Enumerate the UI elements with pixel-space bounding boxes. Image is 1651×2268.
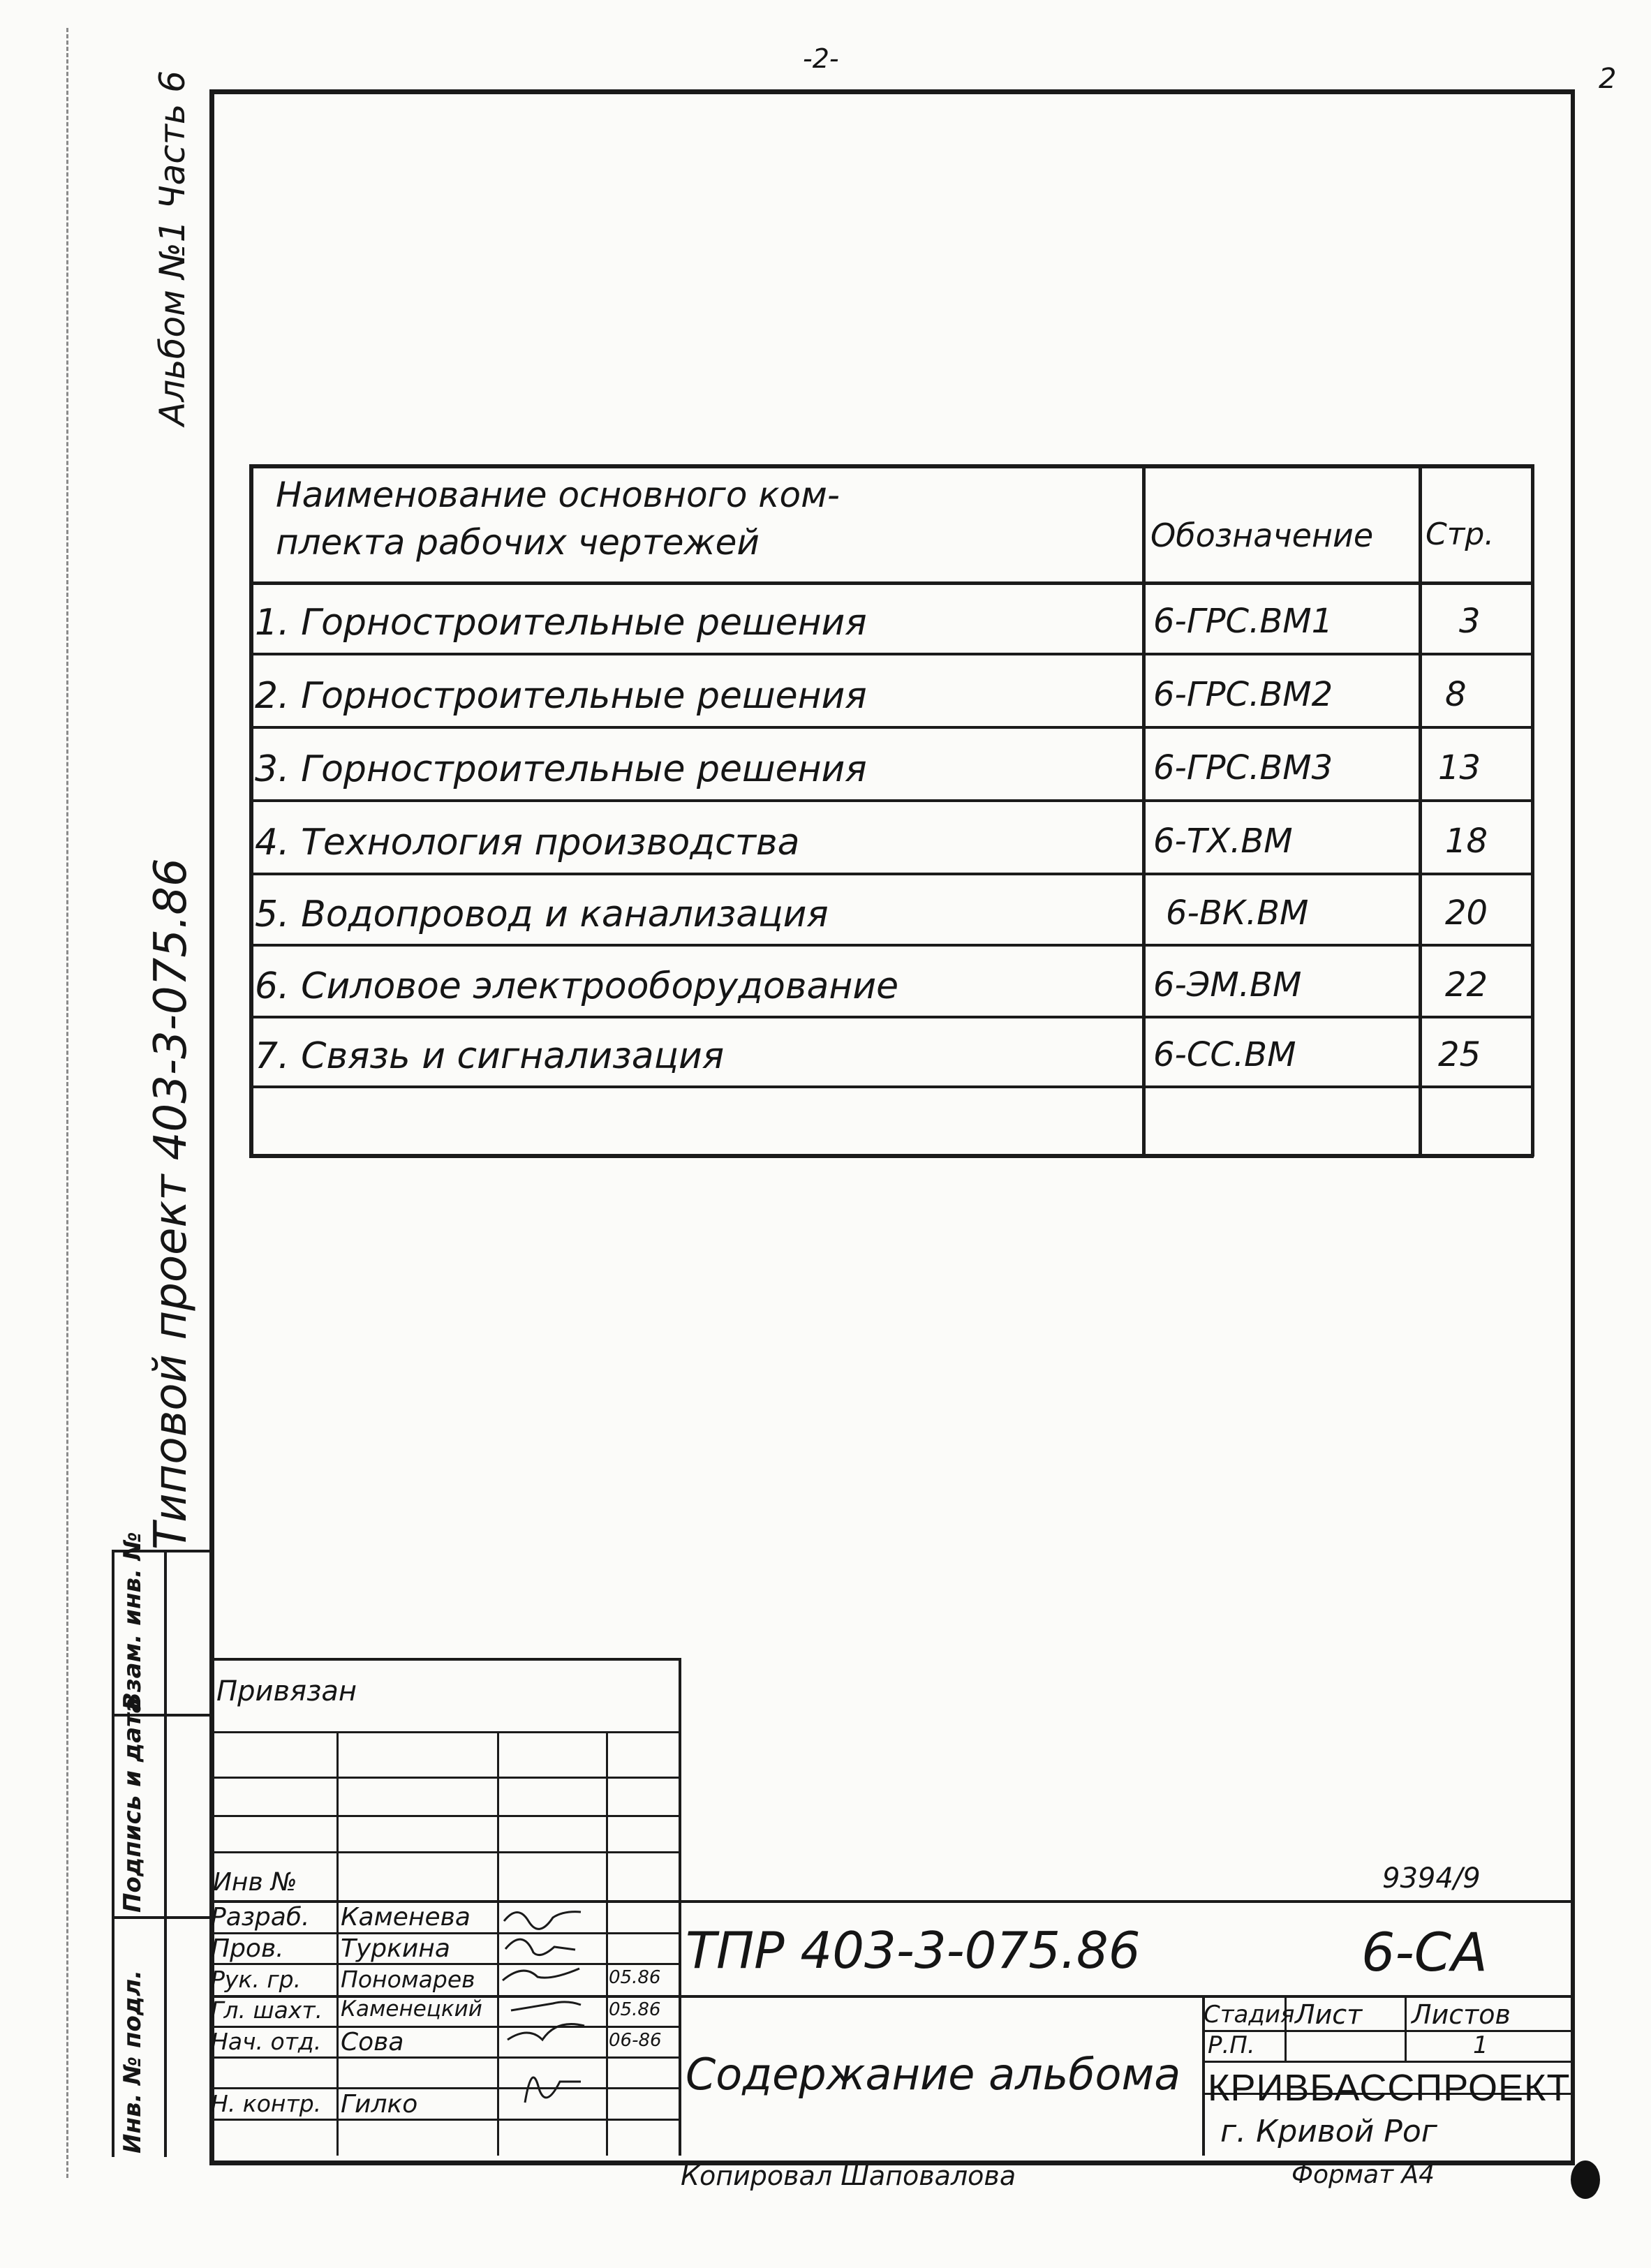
sheet-code: 6-СА xyxy=(1361,1921,1488,1983)
format-label: Формат А4 xyxy=(1291,2160,1435,2189)
drawing-frame-left-edge xyxy=(209,89,214,2160)
name-3: Пономарев xyxy=(341,1966,475,1993)
organization: КРИВБАССПРОЕКТ xyxy=(1208,2067,1571,2109)
row-3-page: 13 xyxy=(1438,748,1481,787)
sheets-value: 1 xyxy=(1473,2031,1488,2059)
header-name-line2: плекта рабочих чертежей xyxy=(276,522,760,563)
stage-value: Р.П. xyxy=(1208,2031,1255,2059)
row-4-designation: 6-ТХ.ВМ xyxy=(1153,822,1293,861)
row-3-name: 3. Горностроительные решения xyxy=(255,748,867,790)
sheets-label: Листов xyxy=(1412,1999,1511,2030)
stamp-inv-original: Инв. № подл. xyxy=(119,1969,147,2154)
header-name-line1: Наименование основного ком- xyxy=(276,475,840,515)
row-5-page: 20 xyxy=(1445,894,1488,933)
role-7: Н. контр. xyxy=(211,2090,322,2117)
role-4: Гл. шахт. xyxy=(211,1996,323,2024)
binding-edge-line xyxy=(66,28,68,2178)
archive-number: 9394/9 xyxy=(1382,1862,1481,1895)
linked-label: Привязан xyxy=(216,1675,357,1707)
project-code: ТПР 403-3-075.86 xyxy=(686,1921,1141,1980)
signature-scribbles xyxy=(497,1900,606,2124)
row-2-name: 2. Горностроительные решения xyxy=(255,675,867,717)
row-4-page: 18 xyxy=(1445,822,1488,861)
album-label: Альбом №1 Часть 6 xyxy=(152,70,193,426)
inv-label: Инв № xyxy=(213,1868,297,1897)
date-3: 05.86 xyxy=(609,1967,661,1988)
row-2-page: 8 xyxy=(1445,675,1467,714)
row-7-page: 25 xyxy=(1438,1035,1481,1074)
project-label: Типовой проект 403-3-075.86 xyxy=(145,858,197,1550)
drawing-frame xyxy=(209,89,1575,2165)
role-5: Нач. отд. xyxy=(211,2028,322,2055)
row-7-name: 7. Связь и сигнализация xyxy=(255,1035,725,1077)
sheet-label: Лист xyxy=(1295,1999,1363,2030)
row-1-name: 1. Горностроительные решения xyxy=(255,602,867,644)
row-4-name: 4. Технология производства xyxy=(255,822,800,864)
header-page: Стр. xyxy=(1426,517,1495,552)
row-1-designation: 6-ГРС.ВМ1 xyxy=(1153,602,1333,641)
stamp-signature-date: Подпись и дата xyxy=(119,1697,147,1913)
date-5: 06-86 xyxy=(609,2030,662,2051)
city: г. Кривой Рог xyxy=(1220,2114,1437,2149)
name-7: Гилко xyxy=(341,2090,418,2119)
role-1: Разраб. xyxy=(211,1903,310,1932)
row-2-designation: 6-ГРС.ВМ2 xyxy=(1153,675,1333,714)
name-2: Туркина xyxy=(341,1934,450,1963)
copied-by: Копировал Шаповалова xyxy=(681,2160,1016,2191)
row-1-page: 3 xyxy=(1459,602,1481,641)
corner-number: 2 xyxy=(1599,63,1617,95)
stage-label: Стадия xyxy=(1204,2001,1295,2029)
row-5-name: 5. Водопровод и канализация xyxy=(255,894,829,935)
document-title: Содержание альбома xyxy=(686,2049,1181,2100)
role-2: Пров. xyxy=(211,1934,284,1963)
row-7-designation: 6-СС.ВМ xyxy=(1153,1035,1296,1074)
date-4: 05.86 xyxy=(609,1999,661,2020)
row-6-name: 6. Силовое электрооборудование xyxy=(255,965,899,1007)
name-4: Каменецкий xyxy=(341,1996,482,2022)
row-6-designation: 6-ЭМ.ВМ xyxy=(1153,965,1302,1005)
header-designation: Обозначение xyxy=(1150,517,1374,554)
ink-blot xyxy=(1571,2160,1600,2199)
row-5-designation: 6-ВК.ВМ xyxy=(1166,894,1309,933)
page-number: -2- xyxy=(803,43,839,74)
name-5: Сова xyxy=(341,2028,404,2056)
row-3-designation: 6-ГРС.ВМ3 xyxy=(1153,748,1333,787)
row-6-page: 22 xyxy=(1445,965,1488,1005)
name-1: Каменева xyxy=(341,1903,471,1932)
stamp-replacement-inv: Взам. инв. № xyxy=(119,1532,147,1710)
role-3: Рук. гр. xyxy=(211,1966,302,1993)
